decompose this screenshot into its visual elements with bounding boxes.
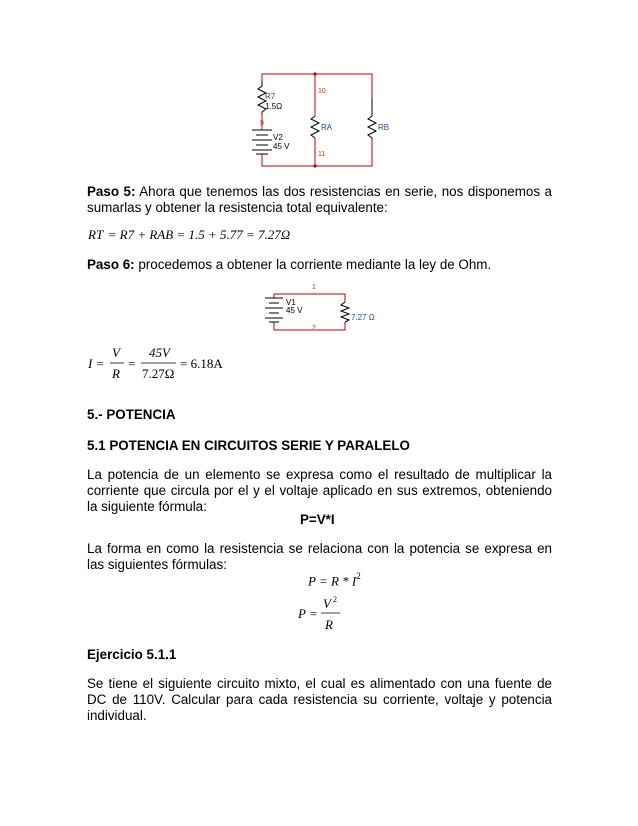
eq-i-den2: 7.27Ω <box>142 366 175 381</box>
eq-p2-num: V <box>323 596 331 611</box>
eq-i-den1: R <box>112 366 120 381</box>
paso6-label: Paso 6: <box>87 257 135 272</box>
eq-i-lhs: I = <box>88 356 105 371</box>
circuit2-wire-top <box>274 294 345 302</box>
r7-label: R7 <box>265 92 276 101</box>
node-dot-bottom <box>313 164 316 167</box>
node-1-label: 1 <box>312 284 316 291</box>
r7-value: 1.5Ω <box>265 102 283 111</box>
eq-i-num1: V <box>112 345 120 360</box>
eq-i-eq2: = <box>128 356 136 371</box>
eq-p1-exp: 2 <box>356 571 361 581</box>
power-paragraph-1: La potencia de un elemento se expresa como el resultado de multiplicar la corriente que circula por el y el voltaje aplicado en sus extremos, obteniendo la siguiente fórmula: <box>87 467 552 514</box>
ra-resistor-symbol <box>311 116 319 138</box>
section-title: 5.- POTENCIA <box>87 407 176 422</box>
paso5-paragraph <box>87 184 552 216</box>
node-9-label: 9 <box>260 120 264 127</box>
node-2-label: 2 <box>312 325 316 332</box>
rb-resistor-symbol <box>368 98 376 140</box>
circuit-diagram-1 <box>240 68 410 173</box>
v1-battery-symbol <box>265 298 283 322</box>
exercise-text: Se tiene el siguiente circuito mixto, el cual es alimentado con una fuente de DC de 110V. Calcular para cada resistencia su corriente, voltaje y potencia individual. <box>87 676 552 723</box>
equation-rt-lhs: RT <box>88 227 104 242</box>
equation-rt <box>88 226 290 244</box>
circuit1-wire-top <box>262 74 372 98</box>
power-formula: P=V*I <box>300 512 335 527</box>
equation-p-v2r <box>298 596 358 636</box>
paso6-text: procedemos a obtener la corriente mediante la ley de Ohm. <box>134 257 492 272</box>
equation-current <box>86 344 236 384</box>
circuit-diagram-2 <box>258 280 378 342</box>
node-10-label: 10 <box>318 88 326 95</box>
v2-value: 45 V <box>273 142 290 151</box>
eq-p2-den: R <box>325 617 333 632</box>
r727-resistor-symbol <box>341 302 349 322</box>
power-paragraph-2: La forma en como la resistencia se relaciona con la potencia se expresa en las siguientes fórmulas: <box>87 541 552 572</box>
equation-rt-rhs: = R7 + RAB = 1.5 + 5.77 = 7.27Ω <box>107 227 291 242</box>
node-dot-top <box>313 72 316 75</box>
ra-label: RA <box>321 123 333 132</box>
v1-label: V1 <box>286 298 296 307</box>
paso5-text: Ahora que tenemos las dos resistencias en serie, nos disponemos a sumarlas y obtener la resistencia total equivalente: <box>87 184 552 215</box>
node-11-label: 11 <box>318 151 326 158</box>
rb-label: RB <box>378 123 390 132</box>
paso5-label: Paso 5: <box>87 184 136 199</box>
circuit2-wire-bottom <box>274 322 345 330</box>
eq-p2-lhs: P = <box>298 606 318 621</box>
eq-i-num2: 45V <box>149 345 170 360</box>
paso6-paragraph <box>87 257 552 273</box>
v2-battery-symbol <box>252 130 272 154</box>
equation-p-ri2 <box>308 571 361 590</box>
eq-i-result: = 6.18A <box>180 356 223 371</box>
v1-value: 45 V <box>286 306 303 315</box>
r727-value: 7.27 Ω <box>351 313 375 322</box>
exercise-title: Ejercicio 5.1.1 <box>87 647 177 662</box>
eq-p2-exp: 2 <box>333 596 337 604</box>
eq-p1-text: P = R * I <box>308 573 357 589</box>
section-subtitle: 5.1 POTENCIA EN CIRCUITOS SERIE Y PARALELO <box>87 438 410 453</box>
v2-label: V2 <box>273 133 283 142</box>
